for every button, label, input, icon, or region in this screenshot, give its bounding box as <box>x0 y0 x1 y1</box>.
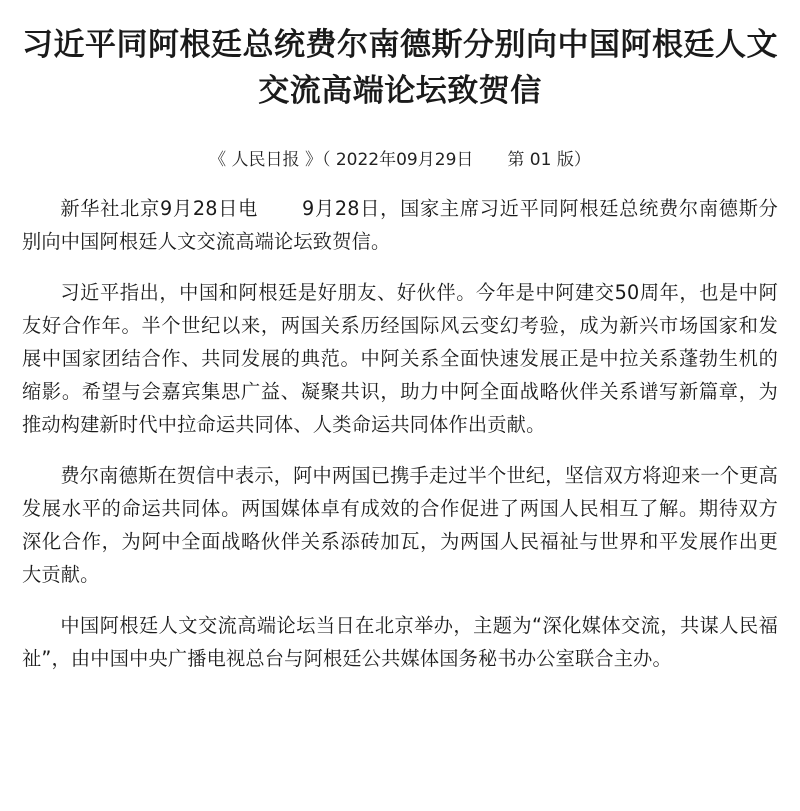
article-title: 习近平同阿根廷总统费尔南德斯分别向中国阿根廷人文交流高端论坛致贺信 <box>22 27 778 109</box>
article-body <box>22 192 778 675</box>
article-paragraph-4: 中国阿根廷人文交流高端论坛当日在北京举办，主题为“深化媒体交流，共谋人民福祉”，由中国中央广播电视总台与阿根廷公共媒体国务秘书办公室联合主办。 <box>22 614 778 670</box>
article-paragraph-1 <box>22 192 778 258</box>
article-paragraph-2: 习近平指出，中国和阿根廷是好朋友、好伙伴。今年是中阿建交50周年，也是中阿友好合作年。半个世纪以来，两国关系历经国际风云变幻考验，成为新兴市场国家和发展中国家团结合作、共同发展的典范。中阿关系全面快速发展正是中拉关系蓬勃生机的缩影。希望与会嘉宾集思广益、凝聚共识，助力中阿全面战略伙伴关系谱写新篇章，为推动构建新时代中拉命运共同体、人类命运共同体作出贡献。 <box>22 281 778 436</box>
page-number: 第 01 版） <box>507 150 591 170</box>
paragraph-1-text: 9月28日，国家主席习近平同阿根廷总统费尔南德斯分别向中国阿根廷人文交流高端论坛致贺信。 <box>22 197 778 253</box>
article-paragraph-3: 费尔南德斯在贺信中表示，阿中两国已携手走过半个世纪，坚信双方将迎来一个更高发展水平的命运共同体。两国媒体卓有成效的合作促进了两国人民相互了解。期待双方深化合作，为阿中全面战略伙伴关系添砖加瓦，为两国人民福祉与世界和平发展作出更大贡献。 <box>22 464 778 586</box>
publication-name: 《 人民日报 》 <box>209 150 322 170</box>
dateline: 新华社北京9月28日电 <box>60 197 259 220</box>
publication-date: （ 2022年09月29日 <box>321 150 474 170</box>
article-source-line <box>22 148 778 172</box>
